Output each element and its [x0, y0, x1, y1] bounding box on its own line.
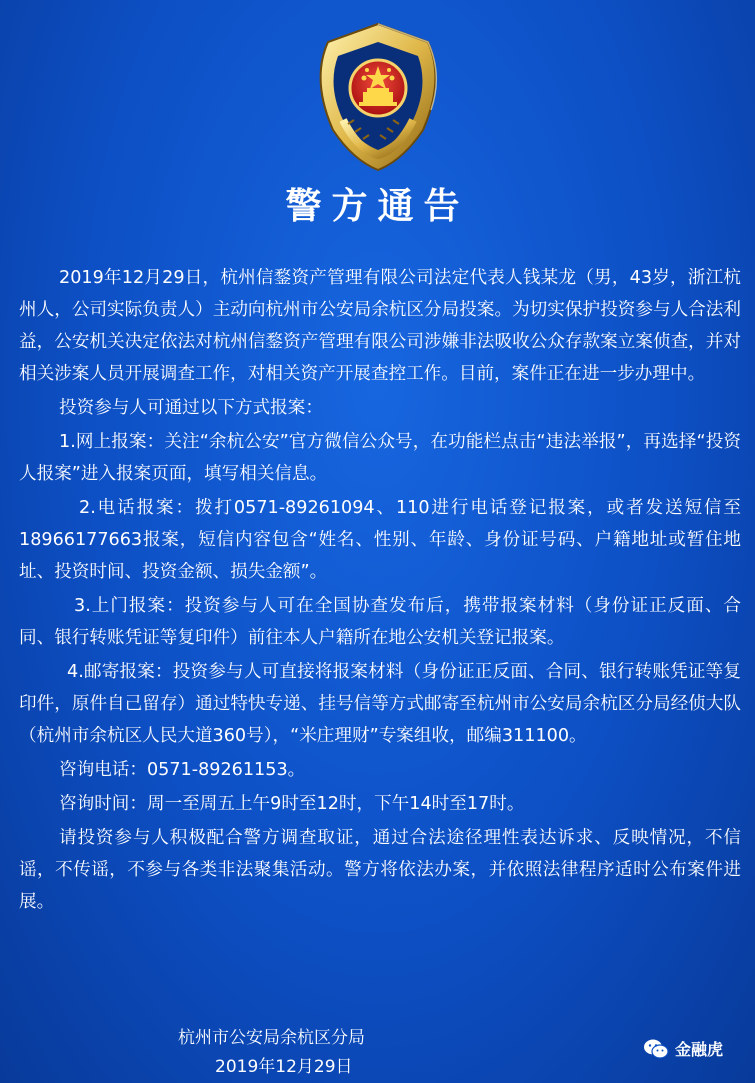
consult-hotline: 咨询电话：0571-89261153。: [59, 760, 306, 780]
wechat-icon: [643, 1038, 669, 1060]
intro-paragraph: 2019年12月29日，杭州信鍪资产管理有限公司法定代表人钱某龙（男，43岁，浙江杭州人，公司实际负责人）主动向杭州市公安局余杭区分局投案。为切实保护投资参与人合法利益，公安机关决定依法对杭州信鍪资产管理有限公司涉嫌非法吸收公众存款案立案侦查，并对相关涉案人员开展调查工作，对相关资产开展查控工作。目前，案件正在进一步办理中。: [19, 268, 741, 384]
report-method-in-person: 3.上门报案：投资参与人可在全国协查发布后，携带报案材料（身份证正反面、合同、银行转账凭证等复印件）前往本人户籍所在地公安机关登记报案。: [19, 596, 741, 648]
report-method-mail: 4.邮寄报案：投资参与人可直接将报案材料（身份证正反面、合同、银行转账凭证等复印件，原件自己留存）通过特快专递、挂号信等方式邮寄至杭州市公安局余杭区分局经侦大队（杭州市余杭区人民大道360号），“米庄理财”专案组收，邮编311100。: [19, 662, 741, 746]
police-badge-icon: [303, 20, 453, 180]
consult-hours: 咨询时间：周一至周五上午9时至12时，下午14时至17时。: [59, 794, 525, 814]
report-intro: 投资参与人可通过以下方式报案：: [59, 398, 323, 418]
report-method-online: 1.网上报案：关注“余杭公安”官方微信公众号，在功能栏点击“违法举报”，再选择“投资人报案”进入报案页面，填写相关信息。: [19, 432, 741, 484]
signature-organization: 杭州市公安局余杭区分局: [178, 1028, 365, 1048]
report-method-phone: 2.电话报案：拨打0571-89261094、110进行电话登记报案，或者发送短信至18966177663报案，短信内容包含“姓名、性别、年龄、身份证号码、户籍地址或暂住地址、投资时间、投资金额、损失金额”。: [19, 498, 741, 582]
closing-paragraph: 请投资参与人积极配合警方调查取证，通过合法途径理性表达诉求、反映情况，不信谣，不传谣，不参与各类非法聚集活动。警方将依法办案，并依照法律程序适时公布案件进展。: [19, 828, 741, 912]
page-title: 警方通告: [285, 186, 470, 227]
signature-date: 2019年12月29日: [215, 1057, 353, 1077]
notice-body: [19, 262, 741, 920]
watermark: [643, 1037, 723, 1060]
watermark-text: 金融虎: [675, 1040, 724, 1059]
